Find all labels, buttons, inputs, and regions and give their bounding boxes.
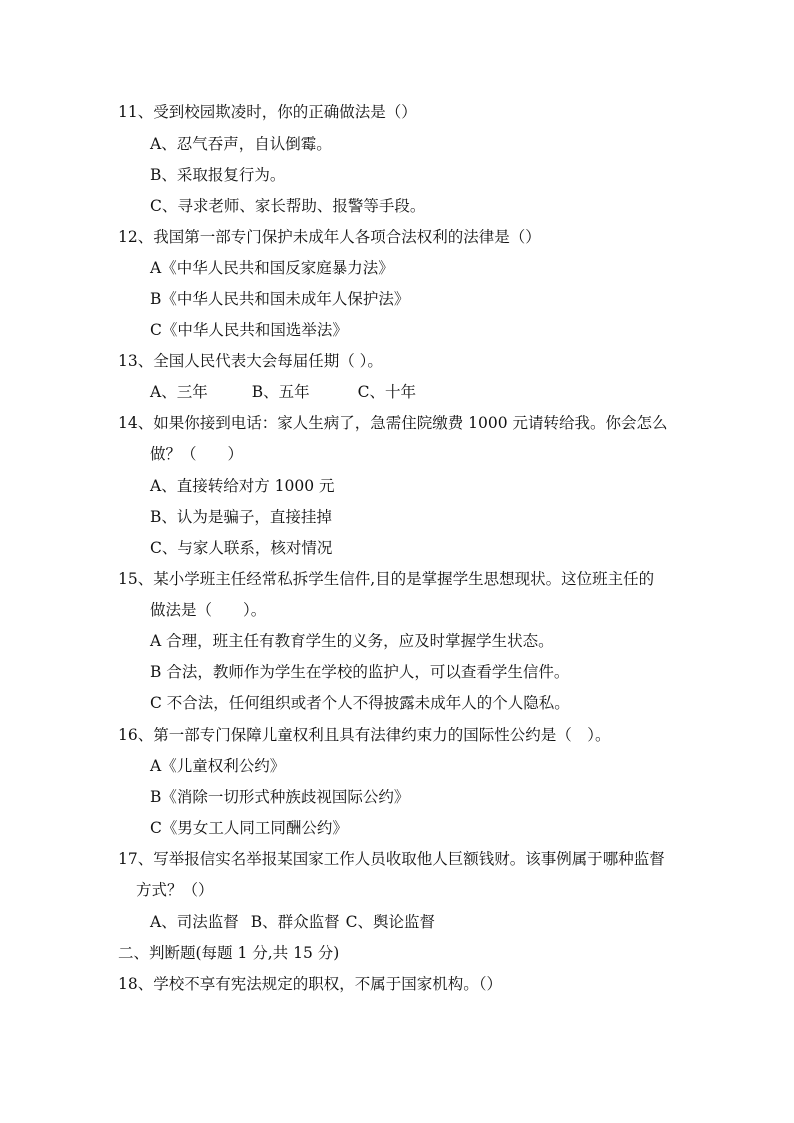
question-11-option-a: A、忍气吞声，自认倒霉。 bbox=[150, 135, 332, 153]
question-16-option-b: B《消除一切形式种族歧视国际公约》 bbox=[150, 788, 410, 806]
question-16-option-c: C《男女工人同工同酬公约》 bbox=[150, 819, 348, 837]
question-15-option-a: A 合理，班主任有教育学生的义务，应及时掌握学生状态。 bbox=[150, 632, 554, 650]
question-13-stem: 13、全国人民代表大会每届任期（ ）。 bbox=[118, 352, 383, 370]
question-17-stem: 17、写举报信实名举报某国家工作人员收取他人巨额钱财。该事例属于哪种监督 bbox=[118, 850, 665, 868]
question-14-stem-continued: 做？（ ） bbox=[150, 445, 244, 463]
question-14-option-c: C、与家人联系，核对情况 bbox=[150, 539, 333, 557]
question-12-option-b: B《中华人民共和国未成年人保护法》 bbox=[150, 290, 410, 308]
question-17-options bbox=[150, 912, 435, 932]
section-two-title: 二、判断题(每题 1 分,共 15 分) bbox=[118, 944, 340, 962]
question-17-option-a: A、司法监督 bbox=[150, 913, 239, 931]
question-11-stem: 11、受到校园欺凌时，你的正确做法是（） bbox=[118, 103, 417, 121]
question-11-option-b: B、采取报复行为。 bbox=[150, 166, 286, 184]
question-13-options bbox=[150, 382, 416, 402]
question-15-stem-continued: 做法是（ ）。 bbox=[150, 601, 267, 619]
question-13-option-a: A、三年 bbox=[150, 383, 208, 401]
question-14-option-b: B、认为是骗子，直接挂掉 bbox=[150, 508, 332, 526]
question-11-option-c: C、寻求老师、家长帮助、报警等手段。 bbox=[150, 197, 426, 215]
question-14-stem: 14、如果你接到电话：家人生病了，急需住院缴费 1000 元请转给我。你会怎么 bbox=[118, 414, 668, 432]
question-16-option-a: A《儿童权利公约》 bbox=[150, 757, 286, 775]
question-17-option-b: B、群众监督 bbox=[250, 913, 340, 931]
question-16-stem: 16、第一部专门保障儿童权利且具有法律约束力的国际性公约是（ ）。 bbox=[118, 726, 611, 744]
question-13-option-b: B、五年 bbox=[251, 383, 310, 401]
question-18-stem: 18、学校不享有宪法规定的职权，不属于国家机构。（） bbox=[118, 975, 502, 993]
question-12-option-a: A《中华人民共和国反家庭暴力法》 bbox=[150, 259, 394, 277]
question-15-option-b: B 合法，教师作为学生在学校的监护人，可以查看学生信件。 bbox=[150, 663, 570, 681]
question-17-stem-continued: 方式？（） bbox=[136, 881, 214, 899]
question-15-stem: 15、某小学班主任经常私拆学生信件,目的是掌握学生思想现状。这位班主任的 bbox=[118, 570, 655, 588]
question-13-option-c: C、十年 bbox=[357, 383, 416, 401]
question-12-option-c: C《中华人民共和国选举法》 bbox=[150, 321, 348, 339]
question-17-option-c: C、舆论监督 bbox=[345, 913, 435, 931]
question-14-option-a: A、直接转给对方 1000 元 bbox=[150, 477, 335, 495]
question-15-option-c: C 不合法，任何组织或者个人不得披露未成年人的个人隐私。 bbox=[150, 694, 570, 712]
question-12-stem: 12、我国第一部专门保护未成年人各项合法权利的法律是（） bbox=[118, 228, 541, 246]
